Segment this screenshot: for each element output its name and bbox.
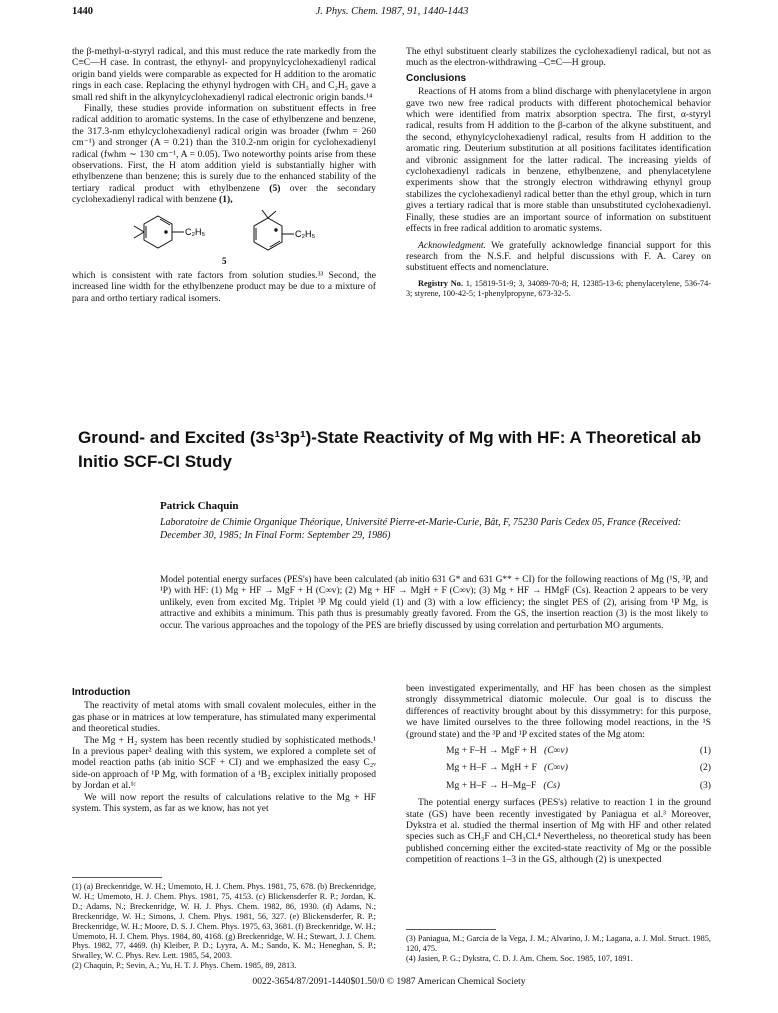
copyright-footer: 0022-3654/87/2091-1440$01.50/0 © 1987 American Chemical Society — [252, 976, 526, 987]
prev-right-column — [406, 46, 711, 299]
prev-left-column — [72, 46, 376, 304]
introduction-heading: Introduction — [72, 687, 131, 698]
conclusions-paragraph: Reactions of H atoms from a blind discharge with phenylacetylene in argon gave two new free radical products with different photochemical behavior which were identified from matrix absorption spectra. The first, α-styryl radical, results from H addition to the β-carbon of the alkyne substituent, and the second, ethynylcyclohexadienyl radical, results from H addition to the aromatic ring. Deuterium substitution at all positions facilitates identification and vibronic assignment for the latter radical. The increasing yields of cyclohexadienyl radicals in benzene, ethylbenzene, and phenylacetylene experiments show that the strongly electron withdrawing ethynyl group stabilizes the cyclohexadienyl radical better than the ethyl group, which in turn gives a tertiary radical that is more stable than unsubstituted cyclohexadienyl. Finally, these studies are an important source of information on substituent effects in free radical addition to aromatic systems. — [406, 86, 711, 235]
prev-paragraph-3: which is consistent with rate factors from solution studies.³³ Second, the increased line width for the ethylbenzene product may be due to a mixture of para and ortho tertiary radical isomers. — [72, 269, 376, 304]
chemical-structures — [72, 210, 376, 266]
footnote-1: (1) (a) Breckenridge, W. H.; Umemoto, H. J. Chem. Phys. 1981, 75, 678. (b) Breckenridge, W. H.; Umemoto, H. J. Chem. Phys. 1981, 75, 4153. (c) Blickensderfer R. P.; Jordan, K. D.; Adams, N.; Breckenridge, W. H. J. Phys. Chem. 1982, 86, 1930. (d) Adams, N.; Breckenridge, W. H.; Simons, J. Chem. Phys. 1981, 56, 327. (e) Blickensderfer, R. P.; Breckenridge, W. H.; Moore, D. S. J. Chem. Phys. 1975, 63, 3681. (f) Breckenridge, W. H.; Umemoto, H. J. Chem. Phys. 1984, 80, 4168. (g) Breckenridge, W. H.; Stewart, J. J. Chem. Phys. 1982, 77, 4469. (h) Kleiber, P. D.; Lyyra, A. M.; Sando, K. M.; Heneghan, S. P.; Stwalley, W. C. Phys. Rev. Lett. 1985, 54, 2003. — [72, 882, 376, 961]
prev-paragraph-2: Finally, these studies provide information on substituent effects in free radical addition to aromatic systems. In the case of ethylbenzene and benzene, the 317.3-nm ethylcyclohexadienyl radical origin was broader (fwhm = 260 cm⁻¹) and stronger (A = 0.21) than the 310.2-nm origin for cyclohexadienyl radical (fwhm ∼ 130 cm⁻¹, A = 0.05). Two noteworthy points arise from these observations. First, the H atom addition yield is substantially higher with ethylbenzene than benzene; this is surely due to the enhanced stability of the tertiary radical product with ethylbenzene (5) over the secondary cyclohexadienyl radical with benzene (1), — [72, 103, 376, 206]
intro-left-column — [72, 683, 376, 814]
conclusions-heading: Conclusions — [406, 72, 467, 84]
right-paragraph-2: The potential energy surfaces (PES's) relative to reaction 1 in the ground state (GS) have been recently investigated by Paniagua et al.³ Moreover, Dykstra et al. studied the thermal insertion of Mg with HF and other related species such as CH₃F and CH₃Cl.⁴ Nevertheless, no theoretical study has been published concerning either the excited-state reactivity of Mg or the possible competition of reactions 1–3 in the GS, although (2) is unexpected — [406, 797, 711, 866]
intro-paragraph-1: The reactivity of metal atoms with small covalent molecules, either in the gas phase or in matrices at low temperature, has stimulated many experimental and theoretical studies. — [72, 700, 376, 735]
footnote-3: (3) Paniagua, M.; Garcia de la Vega, J. M.; Alvarino, J. M.; Lagana, a. J. Mol. Struct. 1985, 120, 475. — [406, 934, 711, 953]
intro-paragraph-2: The Mg + H₂ system has been recently studied by sophisticated methods.¹ In a previous paper² dealing with this system, we explored a complete set of model reaction paths (ab initio SCF + CI) and we emphasized the easy C₂ᵥ side-on approach of ¹P Mg, with formation of a ¹B₂ exciplex initially proposed by Jordan et al.¹ᶜ — [72, 734, 376, 792]
prev-paragraph-1: the β-methyl-α-styryl radical, and this must reduce the rate markedly from the C≡C—H case. In contrast, the ethynyl- and propynylcyclohexadienyl radical origin band yields were comparable as expected for H addition to the aromatic rings in each case. Replacing the ethynyl hydrogen with CH₃ and C₂H₅ gave a small red shift in the alkynylcyclohexadienyl radical electronic origin bands.¹⁴ — [72, 46, 376, 103]
author: Patrick Chaquin — [160, 500, 239, 512]
footnote-4: (4) Jasien, P. G.; Dykstra, C. D. J. Am. Chem. Soc. 1985, 107, 1891. — [406, 953, 633, 963]
page-number: 1440 — [72, 6, 93, 17]
structure-drawing — [72, 210, 376, 266]
footnote-rule-right — [406, 929, 496, 930]
intro-right-column — [406, 683, 711, 866]
footnote-rule-left — [72, 877, 162, 878]
equation-2: Mg + H–F → MgH + F (C∞v) (2) — [446, 762, 711, 774]
footnotes-right — [406, 934, 711, 964]
equation-3: Mg + H–F → H–Mg–F (Cs) (3) — [446, 779, 711, 791]
affiliation: Laboratoire de Chimie Organique Théorique, Université Pierre-et-Marie-Curie, Bât, F, 75230 Paris Cedex 05, France (Received: December 30, 1985; In Final Form: September 29, 1986) — [160, 517, 682, 541]
intro-paragraph-3: We will now report the results of calculations relative to the Mg + HF system. This system, as far as we know, has not yet — [72, 791, 376, 815]
struct-label: 5 — [222, 255, 227, 266]
acknowledgment: Acknowledgment. We gratefully acknowledge financial support for this research from the N.S.F. and helpful discussions with F. A. Carey on substituent effects and nomenclature. — [406, 239, 711, 274]
registry-numbers: Registry No. 1, 15819-51-9; 3, 34089-70-8; H, 12385-13-6; phenylacetylene, 536-74-3; styrene, 100-42-5; 1-phenylpropyne, 673-32-5. — [406, 278, 711, 298]
journal-citation: J. Phys. Chem. 1987, 91, 1440-1443 — [315, 6, 469, 17]
footnotes-left — [72, 882, 376, 971]
running-header — [72, 6, 712, 20]
right-paragraph-1: been investigated experimentally, and HF has been chosen as the simplest strongly dissymmetrical diatomic molecule. Our goal is to discuss the differences of reactivity brought about by this dissymmetry: for this purpose, we have limited ourselves to the three following model reactions, in the ¹S (ground state) and the ³P and ¹P excited states of the Mg atom: — [406, 683, 711, 740]
struct-substituent-2: C₂H₅ — [295, 228, 316, 239]
footnote-2: (2) Chaquin, P.; Sevin, A.; Yu, H. T. J. Phys. Chem. 1985, 89, 2813. — [72, 961, 297, 971]
prev-right-paragraph-1: The ethyl substituent clearly stabilizes the cyclohexadienyl radical, but not as much as the electron-withdrawing –C≡C—H group. — [406, 46, 711, 69]
article-title: Ground- and Excited (3s¹3p¹)-State Reactivity of Mg with HF: A Theoretical ab Initio SCF-CI Study — [78, 428, 702, 471]
equation-1: Mg + F–H → MgF + H (C∞v) (1) — [446, 745, 711, 757]
struct-substituent-1: C₂H₅ — [185, 226, 206, 237]
abstract: Model potential energy surfaces (PES's) have been calculated (ab initio 631 G* and 631 G** + CI) for the following reactions of Mg (¹S, ³P, and ¹P) with HF: (1) Mg + HF → MgF + H (C∞v); (2) Mg + HF → MgH + F (C∞v); (3) Mg + HF → HMgF (Cs). Reaction 2 appears to be very unlikely, even from excited Mg. Triplet ³P Mg could yield (1) and (3) with a low efficiency; the singlet PES of (2), arising from ¹P Mg, is attractive and exhibits a minimum. This path thus is presumably greatly favored. From the GS, the insertion reaction (3) is the most likely to occur. The various approaches and the topology of the PES are briefly discussed by using correlation and perturbation MO arguments. — [160, 575, 708, 631]
